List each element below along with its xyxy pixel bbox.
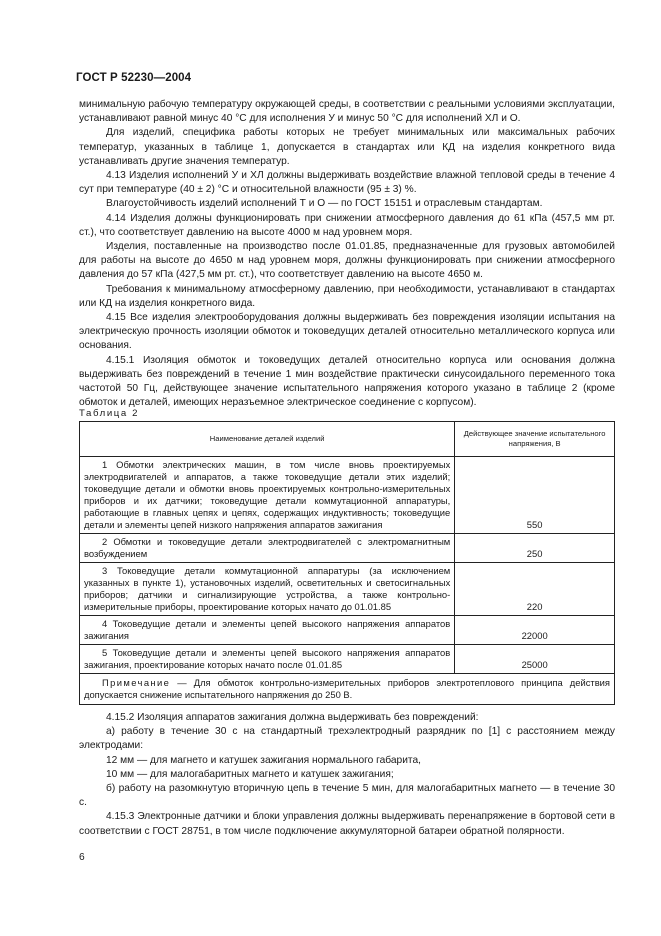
- table-cell-name: [80, 645, 455, 674]
- cell-text: 4 Токоведущие детали и элементы цепей высокого напряжения аппаратов зажигания: [84, 618, 451, 641]
- top-text-block: [79, 98, 615, 410]
- table-header-row: [80, 422, 615, 457]
- table-note-row: [80, 674, 615, 705]
- table-cell-name: [80, 534, 455, 563]
- paragraph-4-15-1: 4.15.1 Изоляция обмоток и токоведущих деталей относительно корпуса или основания должна выдерживать без повреждений в течение 1 мин воздействие практически синусоидального переменного тока частотой 50 Гц, действующее значение испытательного напряжения которого указано в таблице 2 (кроме обмоток и деталей, имеющих неразъемное электрическое соединение с корпусом).: [79, 354, 615, 409]
- paragraph-4-14: 4.14 Изделия должны функционировать при снижении атмосферного давления до 61 кПа (457,5 мм рт. ст.), что соответствует давлению на высоте 4000 м над уровнем моря.: [79, 212, 615, 238]
- paragraph: минимальную рабочую температуру окружающей среды, в соответствии с реальными условиями эксплуатации, устанавливают равной минус 40 °С для исполнения У и минус 50 °С для исполнений ХЛ и О.: [79, 99, 615, 125]
- note-text: — Для обмоток контрольно-измерительных приборов электротеплового принципа действия допускается снижение испытательного напряжения до 250 В.: [84, 677, 610, 700]
- bottom-text-block: [79, 711, 615, 839]
- paragraph: а) работу в течение 30 с на стандартный трехэлектродный разрядник по [1] с расстоянием между электродами:: [79, 726, 615, 752]
- table-row: [80, 534, 615, 563]
- column-header-voltage: Действующее значение испытательного напряжения, В: [455, 422, 615, 457]
- table-cell-name: [80, 563, 455, 616]
- paragraph: Требования к минимальному атмосферному давлению, при необходимости, устанавливают в стандартах или КД на изделия конкретного вида.: [79, 283, 615, 309]
- paragraph: Для изделий, специфика работы которых не требует минимальных или максимальных рабочих температур, указанных в таблице 1, допускается в стандартах или КД на изделия конкретного вида устанавливать другие значения температур.: [79, 127, 615, 167]
- table-note: [80, 674, 615, 705]
- table-cell-value: 550: [455, 457, 615, 534]
- table-row: [80, 616, 615, 645]
- cell-text: 1 Обмотки электрических машин, в том числе вновь проектируемых электродвигателей и аппаратов, а также токоведущие детали этих изделий; токоведущие детали и обмотки вновь проектируемых контрольно-измерительных приборов и их датчики; токоведущие детали коммутационной аппаратуры, работающие в главных цепях и цепях, содержащих индуктивность; токоведущие детали и элементы цепей низкого напряжения аппаратов зажигания: [84, 459, 451, 530]
- table-cell-value: 22000: [455, 616, 615, 645]
- column-header-parts: Наименование деталей изделий: [80, 422, 455, 457]
- paragraph-4-13: 4.13 Изделия исполнений У и ХЛ должны выдерживать воздействие влажной тепловой среды в течение 4 сут при температуре (40 ± 2) °С и относительной влажности (95 ± 3) %.: [79, 170, 615, 196]
- paragraph: 10 мм — для малогабаритных магнето и катушек зажигания;: [106, 768, 394, 780]
- table-cell-value: 250: [455, 534, 615, 563]
- table-cell-name: [80, 616, 455, 645]
- table-cell-name: [80, 457, 455, 534]
- table-row: [80, 645, 615, 674]
- paragraph: б) работу на разомкнутую вторичную цепь в течение 5 мин, для малогабаритных магнето — в течение 30 с.: [79, 783, 615, 809]
- table-cell-value: 220: [455, 563, 615, 616]
- note-label: Примечание: [102, 677, 171, 688]
- paragraph: Изделия, поставленные на производство после 01.01.85, предназначенные для грузовых автомобилей для работы на высоте до 4650 м над уровнем моря, должны функционировать при снижении атмосферного давления до 57 кПа (427,5 мм рт. ст.), что соответствует давлению на высоте 4650 м.: [79, 241, 615, 281]
- cell-text: 2 Обмотки и токоведущие детали электродвигателей с электромагнитным возбуждением: [84, 536, 451, 559]
- table-row: [80, 457, 615, 534]
- cell-text: 3 Токоведущие детали коммутационной аппаратуры (за исключением указанных в пункте 1), установочных изделий, осветительных и светосигнальных приборов; датчики и сигнализирующие устройства, а также контрольно-измерительные приборы, проектирование которых начато до 01.01.85: [84, 565, 451, 612]
- table-label: Таблица 2: [79, 408, 140, 419]
- paragraph-4-15-2: 4.15.2 Изоляция аппаратов зажигания должна выдерживать без повреждений:: [106, 712, 479, 723]
- paragraph: Влагоустойчивость изделий исполнений Т и О — по ГОСТ 15151 и отраслевым стандартам.: [106, 198, 543, 210]
- table-row: [80, 563, 615, 616]
- page-number: 6: [79, 852, 85, 863]
- paragraph-4-15: 4.15 Все изделия электрооборудования должны выдерживать без повреждения изоляции испытания на электрическую прочность изоляции обмоток и токоведущих деталей относительно металлического корпуса или основания.: [79, 312, 615, 352]
- document-header: ГОСТ Р 52230—2004: [76, 72, 192, 84]
- paragraph: 12 мм — для магнето и катушек зажигания нормального габарита,: [106, 754, 421, 766]
- table-cell-value: 25000: [455, 645, 615, 674]
- voltage-table: [79, 421, 615, 705]
- cell-text: 5 Токоведущие детали и элементы цепей высокого напряжения аппаратов зажигания, проектирование которых начато после 01.01.85: [84, 647, 451, 670]
- paragraph-4-15-3: 4.15.3 Электронные датчики и блоки управления должны выдерживать перенапряжение в бортовой сети в соответствии с ГОСТ 28751, в том числе подключение аккумуляторной батареи обратной полярности.: [79, 811, 615, 837]
